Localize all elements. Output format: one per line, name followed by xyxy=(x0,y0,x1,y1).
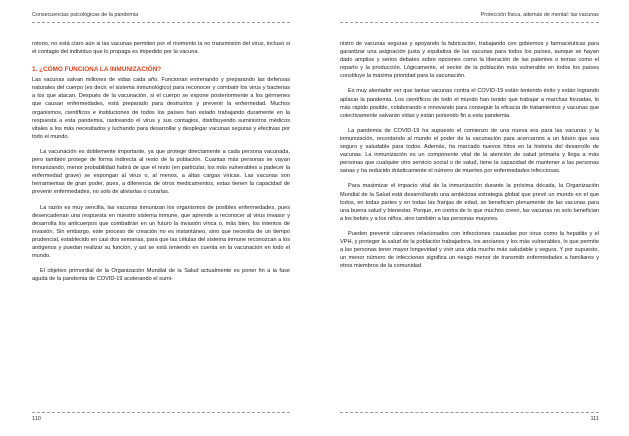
footer-divider xyxy=(32,412,290,413)
body-text xyxy=(32,40,290,290)
paragraph: La vacunación es doblemente importante, ya que protege directamente a cada persona vacunada, pero también protege de forma indirecta al resto de la población. Cuantas más personas se vayan inmunizando, menor probabilidad habrá de que el resto (en particular, los más vulnerables a padecer la enfermedad grave) se expongan al virus o, al menos, a altas cargas víricas. Las vacunas son herramientas de gran poder, pues, a diferencia de otros medicamentos, estas tienen la capacidad de prevenir enfermedades, no solo de aliviarlas o curarlas. xyxy=(32,148,290,196)
running-header: Protección física, además de mental: las vacunas xyxy=(480,12,599,18)
footer-divider xyxy=(340,412,599,413)
paragraph: Las vacunas salvan millones de vidas cada año. Funcionan entrenando y preparando las defensas naturales del cuerpo (es decir, el sistema inmunológico) para reconocer y combatir los virus y bacterias a los que atacan. Después de la vacunación, si el cuerpo se expone posteriormente a los gérmenes que causan enfermedades, está preparado para destruirlos y prevenir la enfermedad. Muchos organismos, científicos e instituciones de todos los países han estado trabajando duramente en la respuesta a esta pandemia, rastreando el virus y sus contagios, distribuyendo suministros médicos vitales a los más necesitados y luchando para desarrollar y desplegar vacunas seguras y efectivas por todo el mundo. xyxy=(32,77,290,140)
page-number: 110 xyxy=(32,416,41,422)
left-page xyxy=(32,0,290,436)
continued-paragraph: nistro de vacunas seguras y apoyando la fabricación, trabajando con gobiernos y farmacéuticas para garantizar una asignación justa y equitativa de las vacunas para todos los países, aunque se hayan dado amplios y serios debates sobre opciones como la liberación de las patentes o temas como el reparto y la producción. Lógicamente, el sector de la población más vulnerable en todos los países constituye la máxima prioridad para la vacunación. xyxy=(340,41,599,80)
header-divider xyxy=(32,22,290,23)
paragraph: Pueden prevenir cánceres relacionados con infecciones causadas por virus como la hepatitis y el VPH, y proteger la salud de la población trabajadora, los ancianos y los más vulnerables, lo que permite a las personas tener mayor longevidad y vivir una vida mucho más saludable y segura. Y por supuesto, un menor número de infecciones significa un riesgo menor de transmitir enfermedades a familiares y otros miembros de la comunidad. xyxy=(340,230,599,270)
paragraph: La pandemia de COVID-19 ha supuesto el comienzo de una nueva era para las vacunas y la inmunización, recordando al mundo el poder de la vacunación para acercarnos a un futuro que sea seguro y saludable para todos. Además, ha marcado nuevos hitos en la historia del desarrollo de vacunas. La inmunización es un componente vital de la atención de salud primaria y llega a más personas que cualquier otro servicio social o de salud, tiene la capacidad de mantener a las personas sanas y ha reducido drásticamente el número de muertes por enfermedades infecciosas. xyxy=(340,127,599,175)
paragraph: Para maximizar el impacto vital de la inmunización durante la próxima década, la Organización Mundial de la Salud está desarrollando una ambiciosa estrategia global que prevé un mundo en el que todos, en todas partes y en todas las franjas de edad, se beneficien plenamente de las vacunas para una buena salud y bienestar. Porque, en contra de lo que muchos creen, las vacunas no solo benefician a los bebés y a los niños, sino también a las personas mayores. xyxy=(340,183,599,222)
running-header: Consecuencias psicológicas de la pandemia xyxy=(32,12,139,18)
body-text xyxy=(340,40,599,277)
paragraph: El objetivo primordial de la Organización Mundial de la Salud actualmente es poner fin a la fase aguda de la pandemia de COVID-19 acelerando el sumi- xyxy=(32,268,290,283)
header-divider xyxy=(340,22,599,23)
paragraph: Es muy alentador ver que tantas vacunas contra el COVID-19 están teniendo éxito y están logrando aplacar la pandemia. Los científicos de todo el mundo han tenido que trabajar a marchas forzadas, lo más rápido posible, colaborando e innovando para conseguir la eficacia de tratamientos y vacunas que colectivamente salvarán vidas y están poniendo fin a esta pandemia. xyxy=(340,88,599,119)
paragraph: La razón es muy sencilla, las vacunas inmunizan los organismos de posibles enfermedades, pues desencadenan una respuesta en nuestro sistema inmune, que aprende a reconocer al virus invasor y desarrolla los anticuerpos que combatirán en un futuro la invasión vírica o, más bien, los intentos de invasión. Sin embargo, este proceso de creación no es instantáneo, sino que necesita de un tiempo prudencial, establecido en casi dos semanas, para que las células del sistema inmune reconozcan a los antígenos y puedan realizar su función, y así se está teniendo en cuenta en la vacunación en todo el mundo. xyxy=(32,204,290,260)
right-page xyxy=(340,0,599,436)
continued-paragraph: rotorio, no está claro aún si las vacunas permiten por el momento la no transmisión del virus, incluso si el contagio del individuo que lo propaga es impedido por la vacuna. xyxy=(32,41,290,56)
page-number: 111 xyxy=(590,416,599,422)
section-heading: 1. ¿CÓMO FUNCIONA LA INMUNIZACIÓN? xyxy=(32,66,162,74)
